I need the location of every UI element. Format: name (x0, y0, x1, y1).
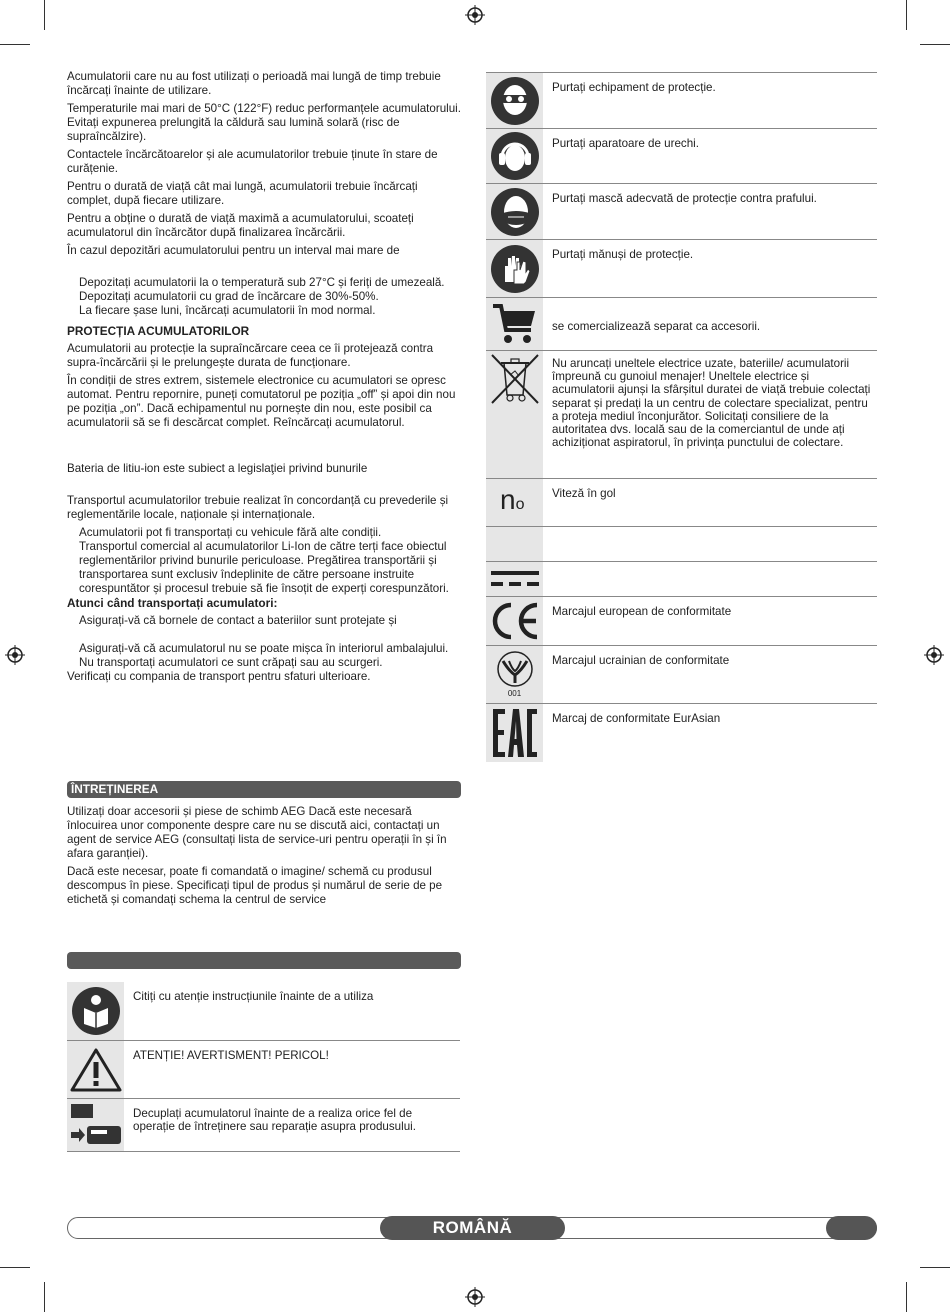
warning-triangle-icon (67, 1041, 124, 1098)
symbol-text: ATENȚIE! AVERTISMENT! PERICOL! (133, 1049, 329, 1062)
crop-mark (44, 1282, 45, 1312)
list-item: Depozitați acumulatorii la o temperatură sub 27°C și feriți de umezeală. (79, 276, 445, 289)
list-item: Asigurați-vă că acumulatorul nu se poate mișca în interiorul ambalajului. (79, 642, 449, 655)
ce-mark-icon (486, 597, 543, 645)
crop-mark (920, 1267, 950, 1268)
right-symbol-table (486, 72, 877, 725)
section-heading: PROTECȚIA ACUMULATORILOR (67, 324, 250, 338)
symbol-text: Citiți cu atenție instrucțiunile înainte de a utiliza (133, 990, 374, 1003)
crop-mark (906, 1282, 907, 1312)
shopping-cart-icon (486, 298, 543, 350)
paragraph: Pentru a obține o durată de viață maximă a acumulatorului, scoateți acumulatorul din încărcător după finalizarea încărcării. (67, 212, 414, 239)
registration-mark-icon (465, 1287, 485, 1307)
list-item: Acumulatorii pot fi transportați cu vehicule fără alte condiții. (79, 526, 382, 539)
subheading: Atunci când transportați acumulatori: (67, 596, 278, 610)
registration-mark-icon (5, 645, 25, 665)
symbol-row (67, 1099, 460, 1152)
symbol-row (486, 479, 877, 527)
symbol-text: Marcajul ucrainian de conformitate (552, 654, 730, 667)
paragraph: Pentru o durată de viață cât mai lungă, acumulatorii trebuie încărcați complet, după fiecare utilizare. (67, 180, 418, 207)
symbol-row (67, 1041, 460, 1099)
symbol-text: Viteză în gol (552, 487, 616, 500)
symbol-row (486, 129, 877, 184)
symbol-row (486, 597, 877, 646)
read-manual-icon (67, 982, 124, 1040)
eac-mark-icon (486, 704, 543, 762)
list-item: La fiecare șase luni, încărcați acumulatorii în mod normal. (79, 304, 376, 317)
symbol-row (486, 351, 877, 479)
symbol-row (486, 240, 877, 298)
list-item: Depozitați acumulatorii cu grad de încărcare de 30%-50%. (79, 290, 379, 303)
symbol-row (486, 527, 877, 562)
symbol-text: Decuplați acumulatorul înainte de a realiza orice fel de operație de întreținere sau reparație asupra produsului. (133, 1107, 416, 1134)
list-item: Asigurați-vă că bornele de contact a bateriilor sunt protejate și (79, 614, 397, 627)
symbol-row (486, 646, 877, 704)
symbol-text: Marcajul european de conformitate (552, 605, 732, 618)
symbol-text: Purtați echipament de protecție. (552, 81, 716, 94)
paragraph: Transportul acumulatorilor trebuie realizat în concordanță cu prevederile și reglementările locale, naționale și internaționale. (67, 494, 449, 521)
crop-mark (920, 44, 950, 45)
no-load-speed-symbol: no (500, 484, 525, 515)
no-load-speed-icon (486, 479, 543, 526)
direct-current-icon (486, 562, 543, 596)
list-item: Nu transportați acumulatori ce sunt crăpați sau au scurgeri. (79, 656, 383, 669)
paragraph: În cazul depozitări acumulatorului pentru un interval mai mare de (67, 244, 400, 257)
symbol-row (486, 184, 877, 240)
symbol-text: Nu aruncați uneltele electrice uzate, bateriile/ acumulatorii împreună cu gunoiul menajer! Uneltele electrice și acumulatorii ajunși la sfârșitul duratei de viață trebuie colectați separat și predați la un centru de colectare specializat, pentru a proteja mediul înconjurător. Solicitați consiliere de la autoritatea dvs. locală sau de la comerciantul de unde ați achiziționat aspiratorul, în privința punctului de colectare. (552, 357, 871, 450)
paragraph: Bateria de litiu-ion este subiect a legislaţiei privind bunurile (67, 462, 368, 475)
blank-icon (486, 527, 543, 561)
safety-glasses-icon (486, 73, 543, 128)
ukrainian-mark-icon (486, 646, 543, 703)
paragraph: Temperaturile mai mari de 50°C (122°F) reduc performanțele acumulatorului. Evitați expunerea prelungită la căldură sau lumină solară (risc de supraîncălzire). (67, 102, 461, 143)
ukrainian-mark-code: 001 (507, 689, 522, 698)
registration-mark-icon (924, 645, 944, 665)
paragraph: Acumulatorii care nu au fost utilizați o perioadă mai lungă de timp trebuie încărcați înainte de utilizare. (67, 70, 441, 97)
paragraph: Acumulatorii au protecție la supraîncărcare ceea ce îi protejează contra supra-încărcării și le prelungește durata de funcționare. (67, 342, 434, 369)
gloves-icon (486, 240, 543, 297)
dust-mask-icon (486, 184, 543, 239)
symbol-row (486, 298, 877, 351)
section-bar-maintenance: ÎNTREȚINEREA (67, 781, 461, 798)
symbol-row (486, 562, 877, 597)
symbol-row (486, 704, 877, 762)
ear-protection-icon (486, 129, 543, 183)
crop-mark (0, 1267, 30, 1268)
maintenance-text (67, 805, 461, 907)
symbol-text: se comercializează separat ca accesorii. (552, 320, 761, 333)
symbol-row (486, 73, 877, 129)
registration-mark-icon (465, 5, 485, 25)
symbol-text: Purtați mască adecvată de protecție contra prafului. (552, 192, 817, 205)
footer-page-tab (826, 1216, 877, 1240)
battery-remove-icon (67, 1099, 124, 1151)
crop-mark (906, 0, 907, 30)
symbol-text: Purtați mănuși de protecție. (552, 248, 694, 261)
paragraph: Utilizați doar accesorii și piese de schimb AEG Dacă este necesară înlocuirea unor componente despre care nu se discută aici, contactați un agent de service AEG (consultați lista de service-uri pentru operații în și în afara garanției). (67, 805, 447, 860)
crop-mark (0, 44, 30, 45)
paragraph: Dacă este necesar, poate fi comandată o imagine/ schemă cu produsul descompus în piese. Specificați tipul de produs și numărul de serie de pe etichetă și comandați schema la centrul de service (67, 865, 443, 906)
symbol-row (67, 982, 460, 1041)
section-bar-symbols (67, 952, 461, 969)
paragraph: Contactele încărcătoarelor și ale acumulatorilor trebuie ținute în stare de curățenie. (67, 148, 438, 175)
footer-language-tab: ROMÂNĂ (380, 1216, 565, 1240)
symbol-text: Marcaj de conformitate EurAsian (552, 712, 721, 725)
left-column (67, 70, 461, 688)
weee-bin-icon (486, 351, 543, 478)
crop-mark (44, 0, 45, 30)
symbol-text: Purtați aparatoare de urechi. (552, 137, 699, 150)
paragraph: În condiții de stres extrem, sistemele electronice cu acumulatori se opresc automat. Pentru repornire, puneți comutatorul pe poziția „off” și apoi din nou pe poziția „on”. Dacă echipamentul nu pornește din nou, este posibil ca acumulatorii să se fi descărcat complet. Reîncărcați acumulatorul. (67, 374, 456, 429)
list-item: Transportul comercial al acumulatorilor Li-Ion de către terți face obiectul reglementărilor privind bunurile periculoase. Pregătirea transportării și transportarea sunt exclusiv îndeplinite de către persoane instruite corespuntător și procesul trebuie să fie însoțit de experți corespunzători. (79, 540, 449, 595)
paragraph: Verificați cu compania de transport pentru sfaturi ulterioare. (67, 670, 371, 683)
